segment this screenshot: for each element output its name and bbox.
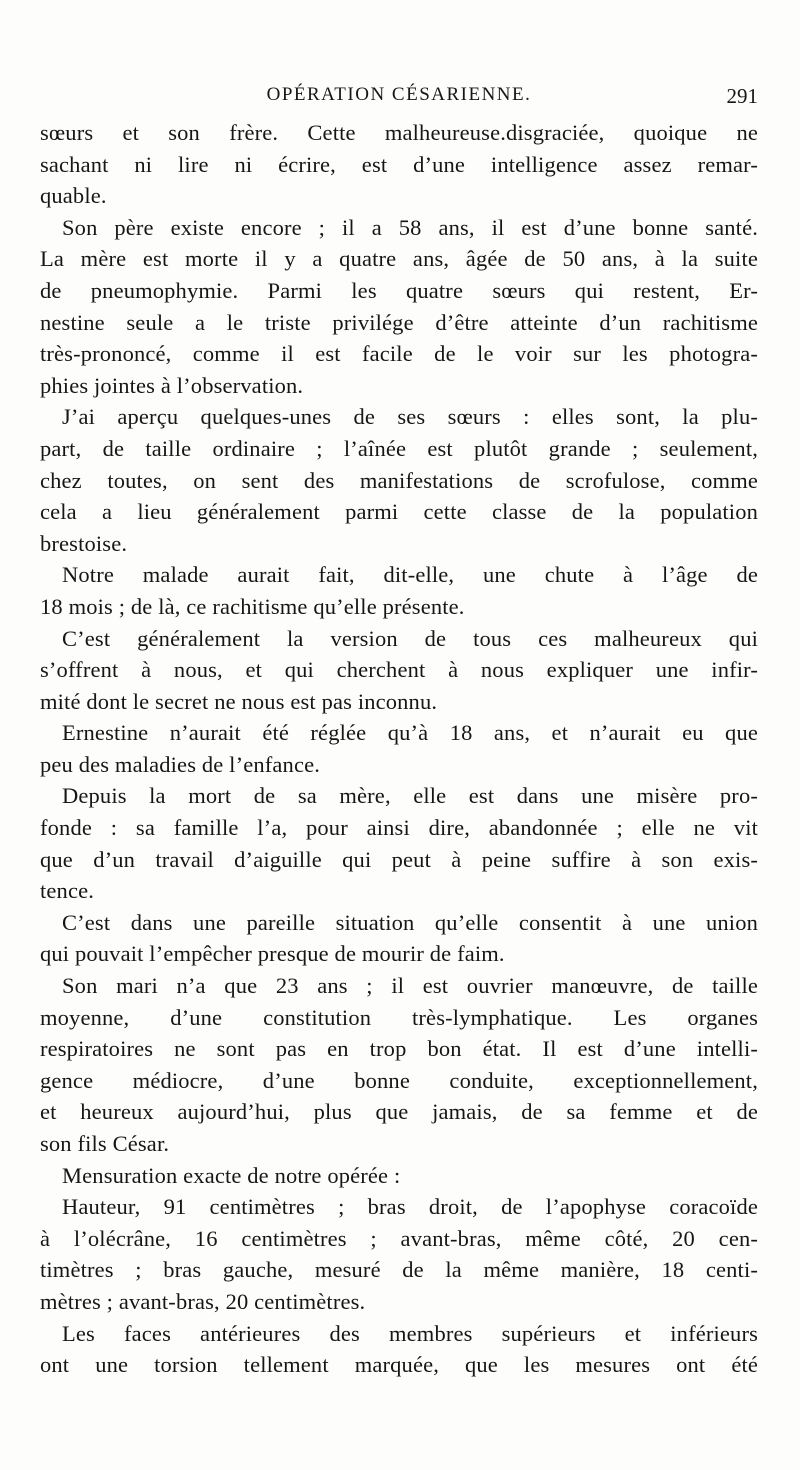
- text-line: Ernestine n’aurait été réglée qu’à 18 ans, et n’aurait eu que: [62, 720, 758, 746]
- text-line: Son père existe encore ; il a 58 ans, il est d’une bonne santé.: [62, 214, 758, 240]
- text-line: C’est généralement la version de tous ces malheureux qui: [62, 625, 758, 651]
- page-number: 291: [726, 84, 758, 108]
- text-line: mité dont le secret ne nous est pas inconnu.: [40, 688, 438, 714]
- text-line: phies jointes à l’observation.: [40, 372, 304, 398]
- text-line: qui pouvait l’empêcher presque de mourir de faim.: [40, 941, 505, 967]
- text-line: s’offrent à nous, et qui cherchent à nous expliquer une infir-: [40, 657, 758, 683]
- text-line: et heureux aujourd’hui, plus que jamais, de sa femme et de: [40, 1099, 758, 1125]
- text-line: gence médiocre, d’une bonne conduite, exceptionnellement,: [40, 1067, 758, 1093]
- text-line: Notre malade aurait fait, dit-elle, une chute à l’âge de: [62, 562, 758, 588]
- text-line: Son mari n’a que 23 ans ; il est ouvrier manœuvre, de taille: [62, 973, 758, 999]
- text-line: Les faces antérieures des membres supérieurs et inférieurs: [62, 1320, 758, 1346]
- text-line: J’ai aperçu quelques-unes de ses sœurs : elles sont, la plu-: [62, 404, 758, 430]
- text-line: de pneumophymie. Parmi les quatre sœurs qui restent, Er-: [40, 277, 758, 303]
- text-line: peu des maladies de l’enfance.: [40, 751, 320, 777]
- text-line: fonde : sa famille l’a, pour ainsi dire, abandonnée ; elle ne vit: [40, 815, 758, 841]
- text-line: mètres ; avant-bras, 20 centimètres.: [40, 1288, 366, 1314]
- text-line: C’est dans une pareille situation qu’elle consentit à une union: [62, 909, 758, 935]
- text-line: Hauteur, 91 centimètres ; bras droit, de l’apophyse coracoïde: [62, 1194, 758, 1220]
- text-line: chez toutes, on sent des manifestations de scrofulose, comme: [40, 467, 758, 493]
- text-line: ont une torsion tellement marquée, que les mesures ont été: [40, 1352, 758, 1378]
- text-line: nestine seule a le triste privilége d’être atteinte d’un rachitisme: [40, 309, 758, 335]
- text-line: son fils César.: [40, 1131, 170, 1156]
- text-line: sœurs et son frère. Cette malheureuse.disgraciée, quoique ne: [40, 120, 758, 145]
- text-line: Depuis la mort de sa mère, elle est dans une misère pro-: [62, 783, 758, 809]
- text-line: sachant ni lire ni écrire, est d’une intelligence assez remar-: [40, 151, 758, 177]
- text-line: Mensuration exacte de notre opérée :: [62, 1162, 401, 1188]
- text-line: cela a lieu généralement parmi cette classe de la population: [40, 499, 758, 525]
- text-line: timètres ; bras gauche, mesuré de la même manière, 18 centi-: [40, 1257, 758, 1283]
- text-line: quable.: [40, 183, 107, 209]
- text-line: à l’olécrâne, 16 centimètres ; avant-bras, même côté, 20 cen-: [40, 1225, 758, 1251]
- text-line: respiratoires ne sont pas en trop bon état. Il est d’une intelli-: [40, 1036, 758, 1062]
- text-line: tence.: [40, 878, 94, 904]
- text-line: part, de taille ordinaire ; l’aînée est plutôt grande ; seulement,: [40, 435, 758, 461]
- page-header: [40, 84, 758, 114]
- text-line: moyenne, d’une constitution très-lymphatique. Les organes: [40, 1004, 758, 1030]
- text-line: très-prononcé, comme il est facile de le voir sur les photogra-: [40, 341, 758, 367]
- text-line: La mère est morte il y a quatre ans, âgée de 50 ans, à la suite: [40, 246, 758, 272]
- text-line: 18 mois ; de là, ce rachitisme qu’elle présente.: [40, 593, 465, 619]
- running-title: OPÉRATION CÉSARIENNE.: [266, 84, 532, 105]
- body-text: [40, 117, 758, 1381]
- text-line: que d’un travail d’aiguille qui peut à peine suffire à son exis-: [40, 846, 758, 872]
- text-line: brestoise.: [40, 530, 128, 556]
